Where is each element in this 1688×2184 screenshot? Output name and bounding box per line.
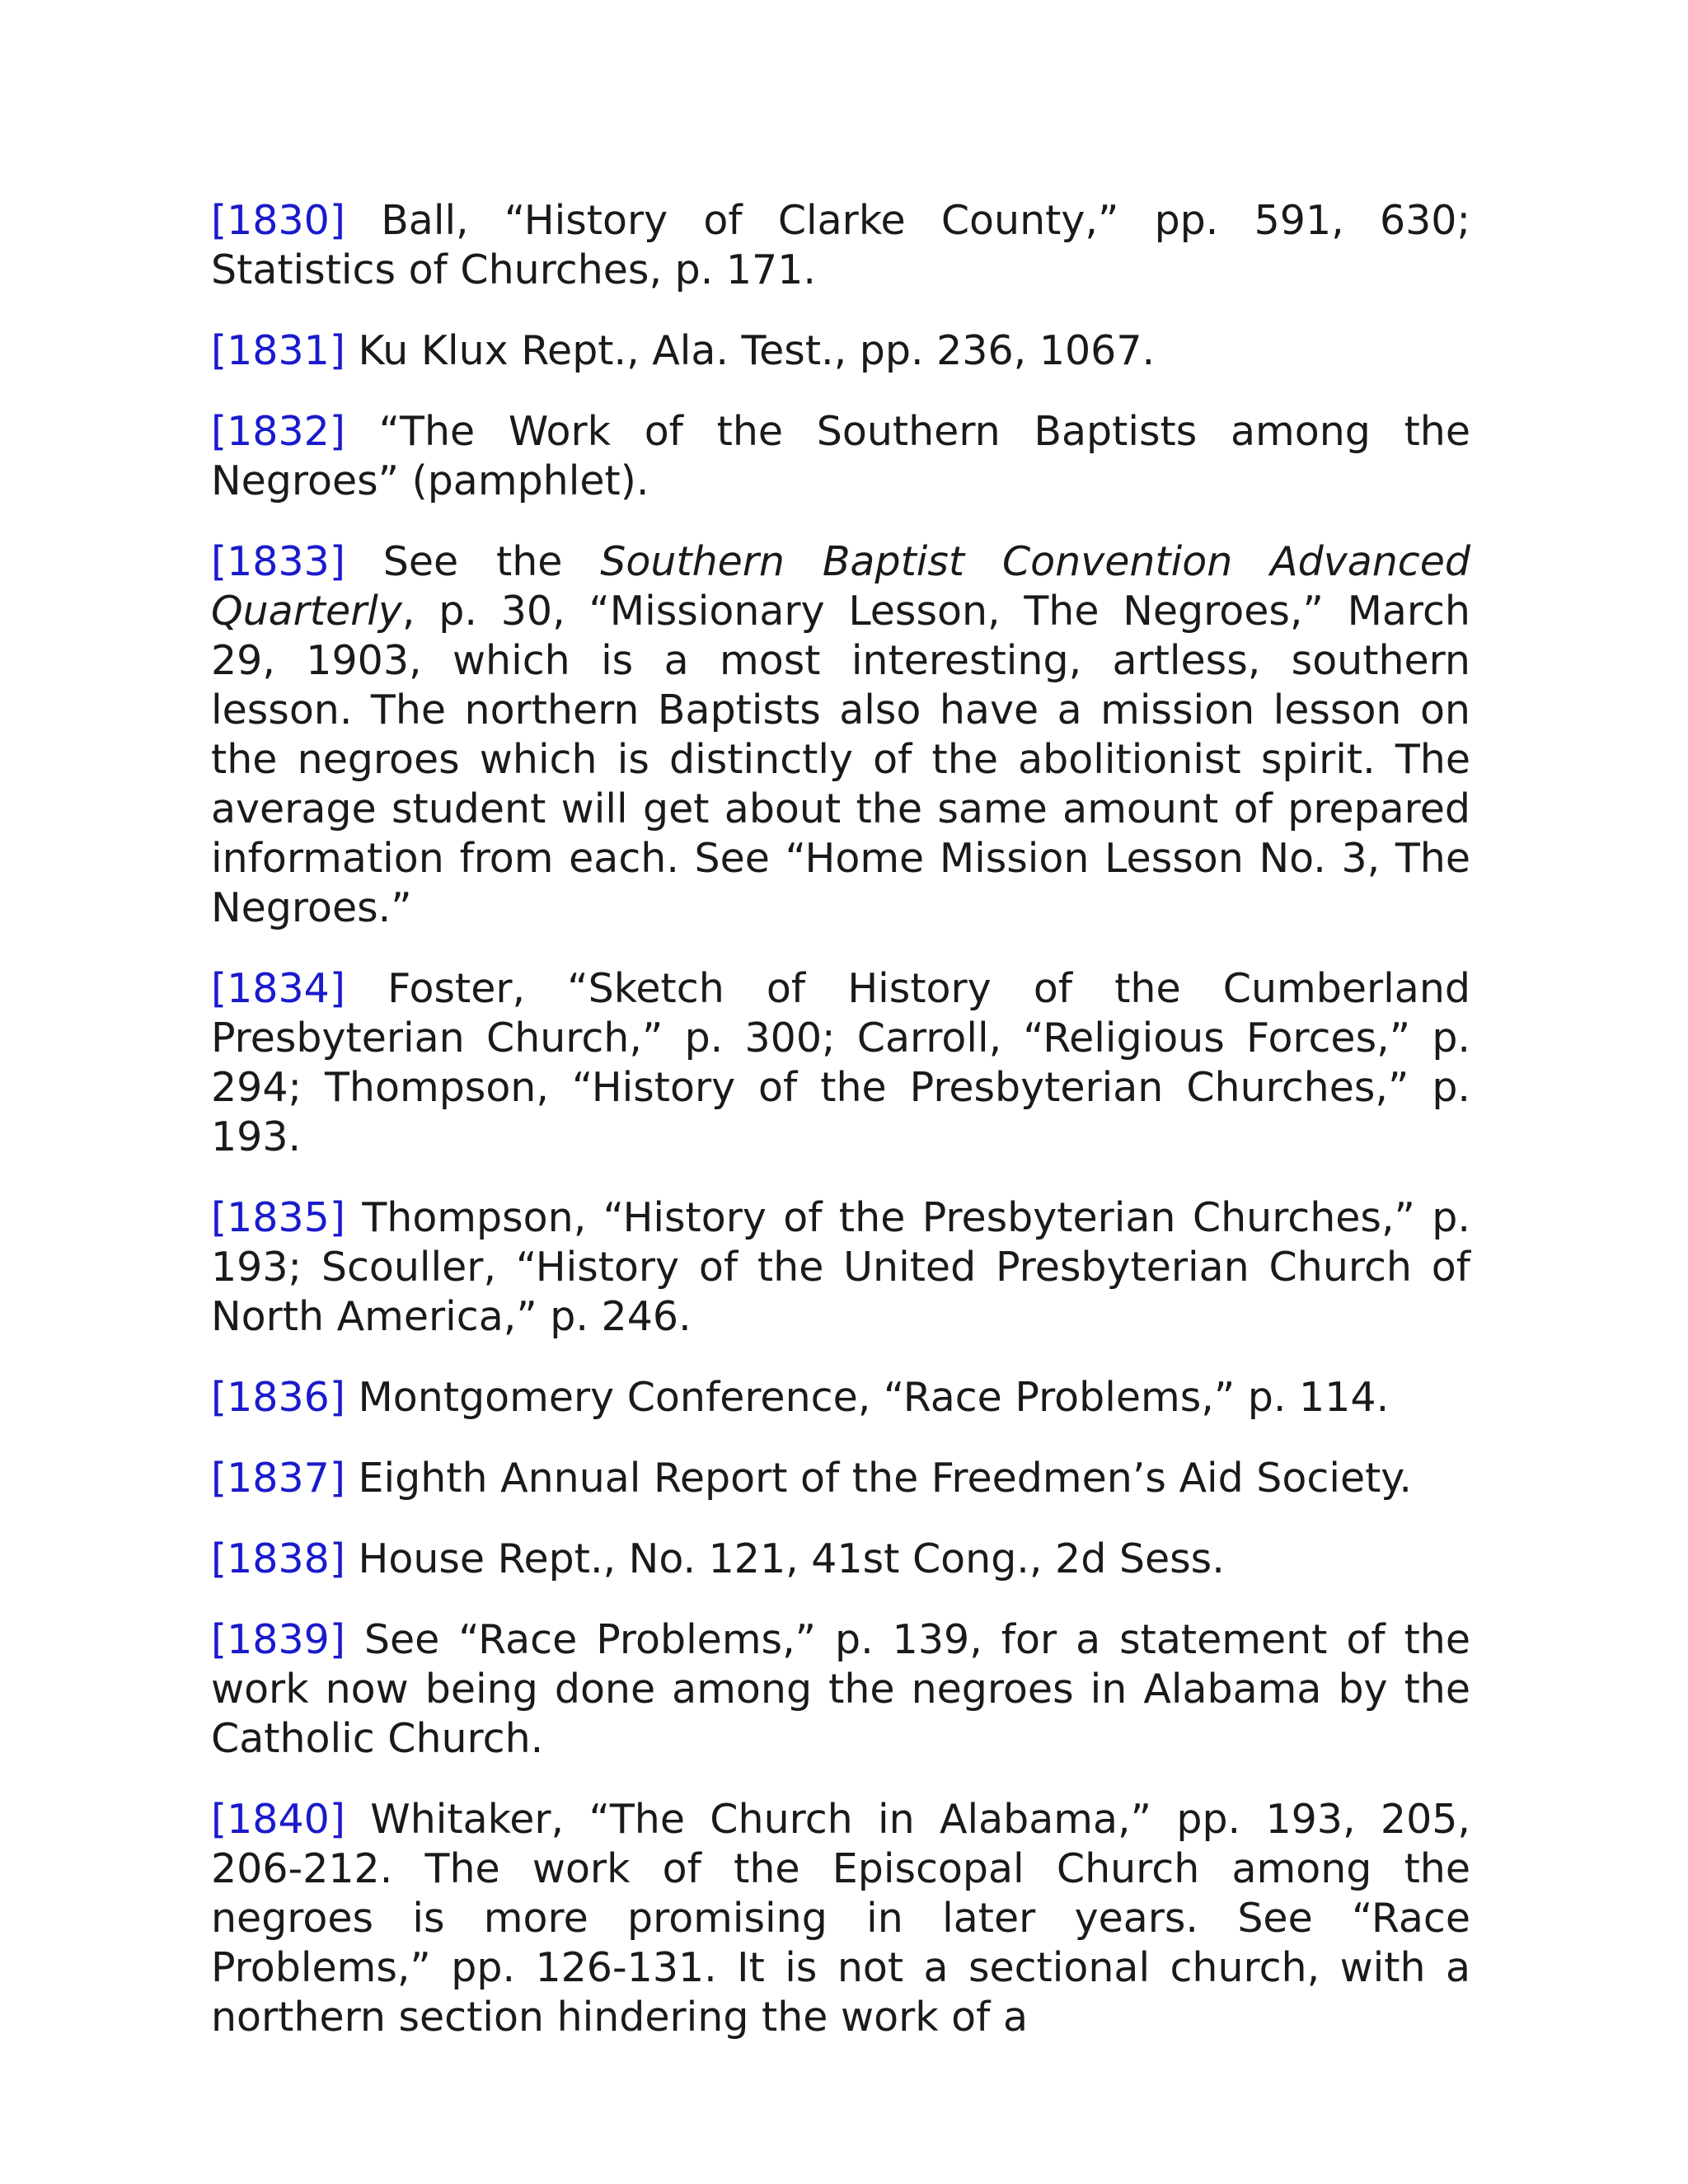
footnote-ref-1839[interactable]: [1839] <box>211 1616 345 1663</box>
footnote-ref-1833[interactable]: [1833] <box>211 538 345 585</box>
footnote-1833 <box>211 537 1470 933</box>
footnote-1834 <box>211 964 1470 1162</box>
footnote-ref-1840[interactable]: [1840] <box>211 1796 345 1843</box>
footnote-1837 <box>211 1454 1470 1503</box>
footnote-italic-title: Southern Baptist Convention Advanced Quarterly <box>211 538 1470 635</box>
footnote-ref-1830[interactable]: [1830] <box>211 197 345 244</box>
footnote-ref-1836[interactable]: [1836] <box>211 1374 345 1421</box>
footnote-text: Whitaker, “The Church in Alabama,” pp. 193, 205, 206-212. The work of the Episcopal Church among the negroes is more promising in later years. See “Race Problems,” pp. 126-131. It is not a sectional church, with a northern section hindering the work of a <box>211 1796 1470 2041</box>
footnote-text: Ball, “History of Clarke County,” pp. 591, 630; Statistics of Churches, p. 171. <box>211 197 1470 293</box>
footnote-ref-1837[interactable]: [1837] <box>211 1455 345 1502</box>
footnote-ref-1832[interactable]: [1832] <box>211 408 345 455</box>
footnote-1839 <box>211 1615 1470 1764</box>
footnote-1832 <box>211 407 1470 506</box>
footnote-ref-1838[interactable]: [1838] <box>211 1535 345 1582</box>
footnote-text: Ku Klux Rept., Ala. Test., pp. 236, 1067. <box>345 327 1156 374</box>
footnote-ref-1835[interactable]: [1835] <box>211 1194 345 1241</box>
footnote-text: , p. 30, “Missionary Lesson, The Negroes,” March 29, 1903, which is a most interesting, artless, southern lesson. The northern Baptists also have a mission lesson on the negroes which is distinctly of the abolitionist spirit. The average student will get about the same amount of prepared information from each. See “Home Mission Lesson No. 3, The Negroes.” <box>211 588 1470 931</box>
footnote-1835 <box>211 1193 1470 1342</box>
footnote-ref-1834[interactable]: [1834] <box>211 965 345 1012</box>
footnote-text: House Rept., No. 121, 41st Cong., 2d Sess. <box>345 1535 1225 1582</box>
footnote-text: See “Race Problems,” p. 139, for a statement of the work now being done among the negroes in Alabama by the Catholic Church. <box>211 1616 1470 1762</box>
footnote-text: Eighth Annual Report of the Freedmen’s Aid Society. <box>345 1455 1412 1502</box>
footnote-ref-1831[interactable]: [1831] <box>211 327 345 374</box>
footnote-1831 <box>211 326 1470 376</box>
footnotes-page <box>211 196 1470 2074</box>
footnote-text: Thompson, “History of the Presbyterian Churches,” p. 193; Scouller, “History of the United Presbyterian Church of North America,” p. 246. <box>211 1194 1470 1340</box>
footnote-1840 <box>211 1795 1470 2042</box>
footnote-text: See the <box>345 538 601 585</box>
footnote-text: “The Work of the Southern Baptists among the Negroes” (pamphlet). <box>211 408 1470 504</box>
footnote-1838 <box>211 1535 1470 1584</box>
footnote-1830 <box>211 196 1470 295</box>
footnote-1836 <box>211 1373 1470 1422</box>
footnote-text: Montgomery Conference, “Race Problems,” p. 114. <box>345 1374 1390 1421</box>
footnote-text: Foster, “Sketch of History of the Cumberland Presbyterian Church,” p. 300; Carroll, “Religious Forces,” p. 294; Thompson, “History of the Presbyterian Churches,” p. 193. <box>211 965 1470 1160</box>
